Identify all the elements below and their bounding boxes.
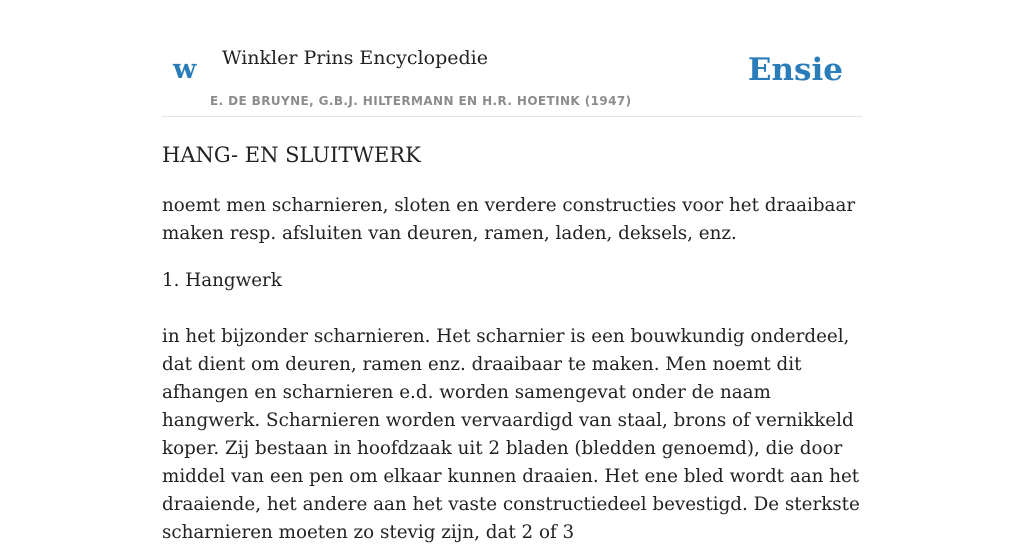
source-title[interactable]: Winkler Prins Encyclopedie	[222, 47, 488, 69]
article-intro: noemt men scharnieren, sloten en verdere constructies voor het draaibaar maken resp. afsluiten van deuren, ramen, laden, deksels, enz.	[162, 195, 856, 244]
source-authors: E. DE BRUYNE, G.B.J. HILTERMANN EN H.R. HOETINK (1947)	[210, 94, 632, 108]
source-logo[interactable]: w	[173, 54, 197, 85]
ensie-logo[interactable]: Ensie	[747, 52, 843, 88]
article-body: in het bijzonder scharnieren. Het scharnier is een bouwkundig onderdeel, dat dient om deuren, ramen enz. draaibaar te maken. Men noemt dit afhangen en scharnieren e.d. worden samengevat onder de naam hangwerk. Scharnieren worden vervaardigd van staal, brons of vernikkeld koper. Zij bestaan in hoofdzaak uit 2 bladen (bledden genoemd), die door middel van een pen om elkaar kunnen draaien. Het ene bled wordt aan het draaiende, het andere aan het vaste constructiedeel bevestigd. De sterkste scharnieren moeten zo stevig zijn, dat 2 of 3	[162, 326, 860, 543]
article	[162, 138, 864, 547]
article-title: HANG- EN SLUITWERK	[162, 143, 421, 167]
site-header	[162, 0, 862, 117]
section-heading: 1. Hangwerk	[162, 270, 282, 291]
